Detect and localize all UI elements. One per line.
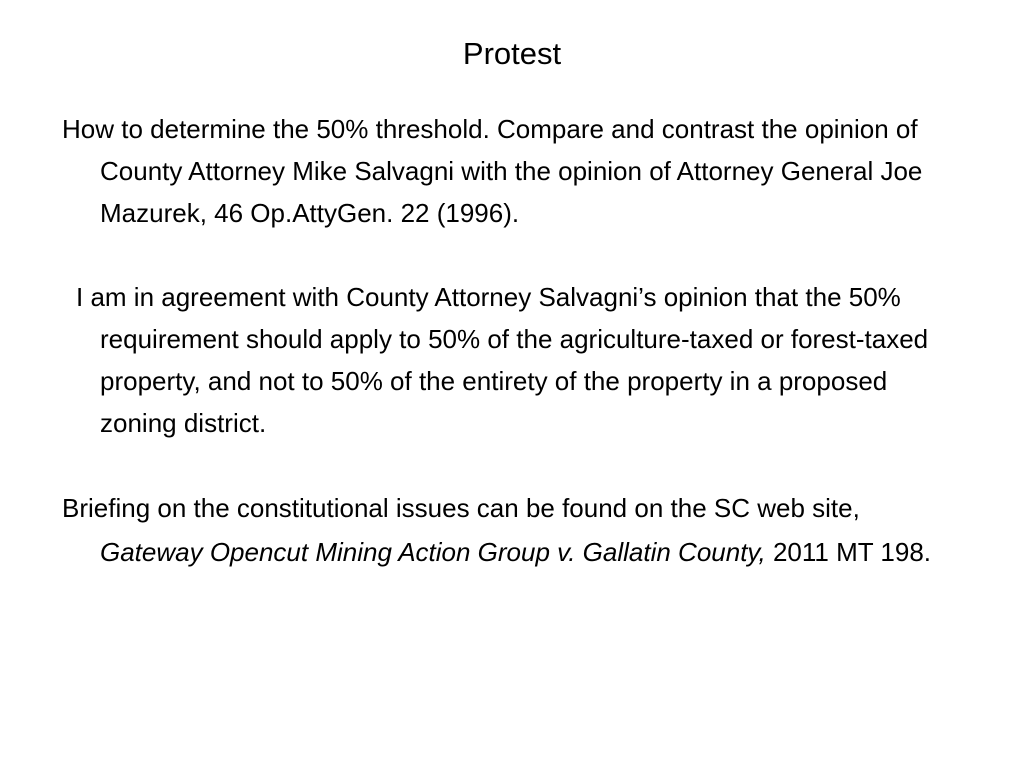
paragraph-agreement: I am in agreement with County Attorney Salvagni’s opinion that the 50% requirement should apply to 50% of the agriculture-taxed or forest-taxed property, and not to 50% of the entirety of the property in a proposed zoning district. — [76, 282, 929, 438]
briefing-lead-text: Briefing on the constitutional issues can be found on the SC web site, — [62, 493, 860, 523]
slide-body — [62, 108, 962, 574]
case-name: Gateway Opencut Mining Action Group v. Gallatin County, — [100, 537, 766, 567]
paragraph-threshold: How to determine the 50% threshold. Compare and contrast the opinion of County Attorney Mike Salvagni with the opinion of Attorney General Joe Mazurek, 46 Op.AttyGen. 22 (1996). — [62, 114, 923, 228]
case-citation: 2011 MT 198. — [772, 537, 931, 567]
slide-title: Protest — [462, 36, 562, 71]
paragraph-briefing — [62, 486, 962, 574]
